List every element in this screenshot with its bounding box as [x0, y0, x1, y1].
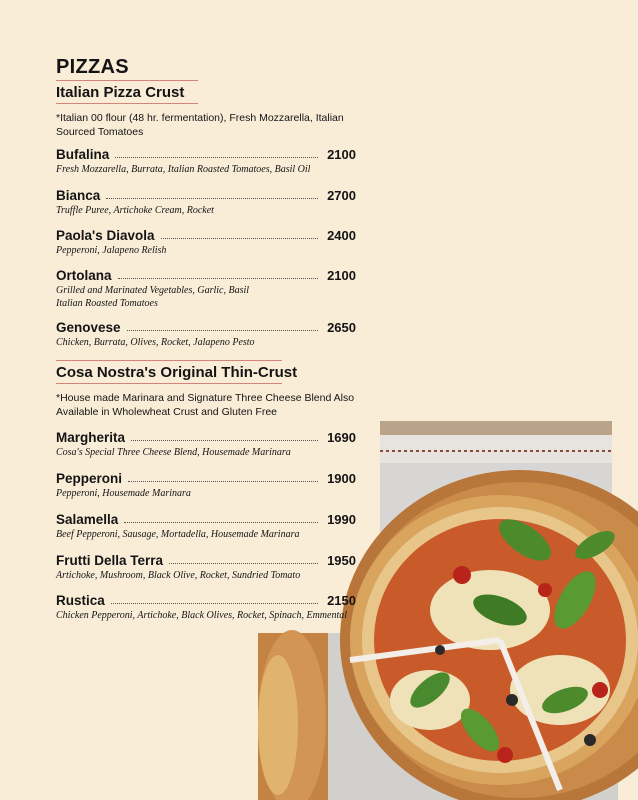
item-price: 1990 [327, 512, 356, 527]
leader-dots [111, 603, 318, 604]
section-title-thin-crust: Cosa Nostra's Original Thin-Crust [56, 364, 298, 381]
item-description: Pepperoni, Housemade Marinara [56, 488, 191, 499]
menu-item-ortolana [56, 266, 356, 310]
leader-dots [124, 522, 318, 523]
menu-item-pepperoni [56, 469, 356, 500]
leader-dots [161, 238, 318, 239]
section-rule [56, 360, 282, 361]
item-description: Pepperoni, Jalapeno Relish [56, 245, 167, 256]
item-price: 1950 [327, 553, 356, 568]
menu-item-salamella [56, 510, 356, 541]
leader-dots [128, 481, 318, 482]
section-rule [56, 383, 282, 384]
item-name: Frutti Della Terra [56, 553, 164, 568]
item-price: 2700 [327, 188, 356, 203]
item-description: Artichoke, Mushroom, Black Olive, Rocket, Sundried Tomato [56, 570, 301, 581]
item-price: 2100 [327, 147, 356, 162]
item-name: Pepperoni [56, 471, 123, 486]
item-name: Bianca [56, 188, 101, 203]
menu-item-rustica [56, 591, 356, 622]
item-price: 2650 [327, 320, 356, 335]
leader-dots [115, 157, 318, 158]
menu-item-paolas-diavola [56, 226, 356, 257]
menu-item-bufalina [56, 145, 356, 176]
item-price: 2150 [327, 593, 356, 608]
item-description: Truffle Puree, Artichoke Cream, Rocket [56, 205, 214, 216]
menu-item-frutti-della-terra [56, 551, 356, 582]
leader-dots [131, 440, 318, 441]
menu-item-margherita [56, 428, 356, 459]
item-name: Margherita [56, 430, 126, 445]
item-description: Chicken Pepperoni, Artichoke, Black Olives, Rocket, Spinach, Emmental [56, 610, 348, 621]
item-description: Beef Pepperoni, Sausage, Mortadella, Housemade Marinara [56, 529, 300, 540]
item-description: Fresh Mozzarella, Burrata, Italian Roasted Tomatoes, Basil Oil [56, 164, 311, 175]
menu-item-bianca [56, 186, 356, 217]
item-description: Chicken, Burrata, Olives, Rocket, Jalapeno Pesto [56, 337, 255, 348]
item-price: 2100 [327, 268, 356, 283]
section-note: *House made Marinara and Signature Three Cheese Blend Also Available in Wholewheat Crust and Gluten Free [56, 392, 355, 418]
item-description: Grilled and Marinated Vegetables, Garlic, Basil Italian Roasted Tomatoes [56, 285, 250, 309]
leader-dots [118, 278, 318, 279]
section-rule [56, 103, 198, 104]
item-name: Salamella [56, 512, 119, 527]
item-name: Bufalina [56, 147, 110, 162]
leader-dots [127, 330, 318, 331]
leader-dots [106, 198, 318, 199]
item-name: Paola's Diavola [56, 228, 155, 243]
item-name: Ortolana [56, 268, 112, 283]
item-price: 1900 [327, 471, 356, 486]
leader-dots [169, 563, 318, 564]
item-name: Genovese [56, 320, 121, 335]
item-description: Cosa's Special Three Cheese Blend, Housemade Marinara [56, 447, 291, 458]
item-price: 1690 [327, 430, 356, 445]
menu-item-genovese [56, 318, 356, 349]
section-note: *Italian 00 flour (48 hr. fermentation), Fresh Mozzarella, Italian Sourced Tomatoes [56, 112, 344, 138]
heading-rule [56, 80, 198, 81]
section-title-italian-crust: Italian Pizza Crust [56, 84, 185, 101]
item-price: 2400 [327, 228, 356, 243]
item-name: Rustica [56, 593, 105, 608]
menu-heading: PIZZAS [56, 56, 129, 78]
